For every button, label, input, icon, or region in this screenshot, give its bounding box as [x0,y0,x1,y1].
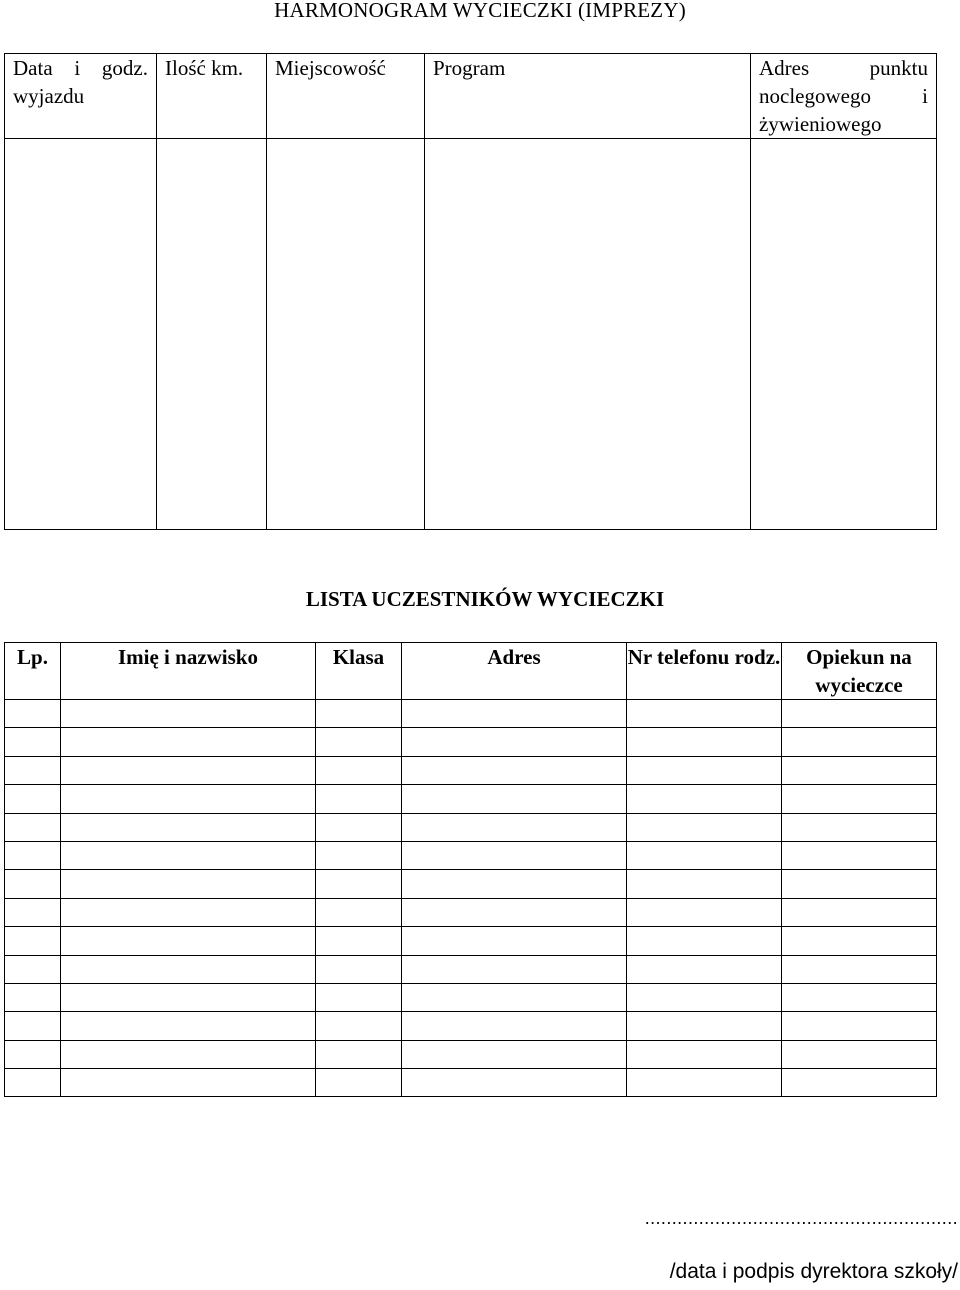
participant-cell-lp[interactable] [5,983,61,1011]
participant-cell-guardian[interactable] [782,955,937,983]
participant-cell-address[interactable] [402,1012,627,1040]
participant-cell-phone[interactable] [627,955,782,983]
participant-cell-name[interactable] [61,700,316,728]
participant-cell-address[interactable] [402,1040,627,1068]
column-header-departure: Data i godz. wyjazdu [5,54,157,139]
participant-cell-address[interactable] [402,841,627,869]
participant-cell-lp[interactable] [5,841,61,869]
schedule-entry-row [5,139,937,530]
participant-cell-phone[interactable] [627,785,782,813]
schedule-cell-accommodation[interactable] [751,139,937,530]
participant-cell-phone[interactable] [627,1069,782,1097]
table-row [5,1069,937,1097]
column-header-accommodation: Adres punktu noclegowego i żywieniowego [751,54,937,139]
participant-cell-guardian[interactable] [782,898,937,926]
participant-cell-name[interactable] [61,983,316,1011]
participant-cell-class[interactable] [316,1069,402,1097]
participant-cell-name[interactable] [61,1069,316,1097]
participant-cell-class[interactable] [316,813,402,841]
participant-cell-address[interactable] [402,955,627,983]
table-row [5,870,937,898]
table-row [5,700,937,728]
table-row [5,813,937,841]
column-header-km: Ilość km. [157,54,267,139]
participant-cell-guardian[interactable] [782,870,937,898]
participant-cell-class[interactable] [316,700,402,728]
schedule-cell-km[interactable] [157,139,267,530]
participant-cell-class[interactable] [316,1040,402,1068]
table-row [5,1012,937,1040]
participant-cell-phone[interactable] [627,927,782,955]
participant-cell-phone[interactable] [627,700,782,728]
participant-cell-class[interactable] [316,870,402,898]
participant-cell-class[interactable] [316,785,402,813]
schedule-title: HARMONOGRAM WYCIECZKI (IMPREZY) [274,0,686,22]
participant-cell-name[interactable] [61,841,316,869]
participant-cell-guardian[interactable] [782,1040,937,1068]
participant-cell-class[interactable] [316,756,402,784]
participant-cell-address[interactable] [402,813,627,841]
participant-cell-lp[interactable] [5,813,61,841]
column-header-program: Program [425,54,751,139]
table-row [5,785,937,813]
participant-cell-guardian[interactable] [782,1012,937,1040]
column-header-class: Klasa [316,643,402,700]
participant-cell-phone[interactable] [627,756,782,784]
column-header-lp: Lp. [5,643,61,700]
participant-cell-name[interactable] [61,927,316,955]
table-row [5,898,937,926]
participant-cell-address[interactable] [402,870,627,898]
schedule-table [4,53,937,530]
participant-cell-guardian[interactable] [782,983,937,1011]
signature-dotted-line: .......................................................... [644,1208,958,1228]
column-header-guardian: Opiekun na wycieczce [782,643,937,700]
participant-cell-lp[interactable] [5,700,61,728]
participant-cell-address[interactable] [402,700,627,728]
participant-cell-phone[interactable] [627,1040,782,1068]
participant-cell-guardian[interactable] [782,841,937,869]
participant-cell-phone[interactable] [627,983,782,1011]
table-row [5,955,937,983]
participant-cell-phone[interactable] [627,813,782,841]
participant-cell-name[interactable] [61,728,316,756]
participant-cell-lp[interactable] [5,728,61,756]
table-row [5,841,937,869]
participant-cell-name[interactable] [61,1040,316,1068]
participant-cell-address[interactable] [402,785,627,813]
participant-cell-address[interactable] [402,927,627,955]
participant-cell-lp[interactable] [5,898,61,926]
participant-cell-guardian[interactable] [782,756,937,784]
participant-cell-phone[interactable] [627,1012,782,1040]
table-row [5,927,937,955]
participant-cell-address[interactable] [402,1069,627,1097]
participant-cell-address[interactable] [402,898,627,926]
participant-cell-guardian[interactable] [782,785,937,813]
schedule-cell-location[interactable] [267,139,425,530]
schedule-cell-program[interactable] [425,139,751,530]
participant-cell-phone[interactable] [627,870,782,898]
participant-cell-lp[interactable] [5,927,61,955]
participant-cell-name[interactable] [61,756,316,784]
column-header-name: Imię i nazwisko [61,643,316,700]
participant-cell-name[interactable] [61,813,316,841]
participant-cell-lp[interactable] [5,955,61,983]
participant-cell-address[interactable] [402,756,627,784]
participant-cell-class[interactable] [316,1012,402,1040]
participant-cell-class[interactable] [316,728,402,756]
participant-cell-guardian[interactable] [782,700,937,728]
participant-cell-class[interactable] [316,898,402,926]
participant-cell-guardian[interactable] [782,927,937,955]
participants-table [4,642,937,1097]
table-row [5,728,937,756]
participant-cell-class[interactable] [316,983,402,1011]
participant-cell-lp[interactable] [5,1040,61,1068]
participant-cell-lp[interactable] [5,1069,61,1097]
participant-cell-guardian[interactable] [782,728,937,756]
participant-cell-guardian[interactable] [782,813,937,841]
participant-cell-lp[interactable] [5,1012,61,1040]
participant-cell-class[interactable] [316,841,402,869]
participant-cell-lp[interactable] [5,785,61,813]
participant-cell-phone[interactable] [627,898,782,926]
participant-cell-name[interactable] [61,955,316,983]
table-row [5,1040,937,1068]
participant-cell-class[interactable] [316,955,402,983]
signature-label: /data i podpis dyrektora szkoły/ [669,1260,958,1283]
table-row [5,756,937,784]
participants-header-row [5,643,937,700]
column-header-address: Adres [402,643,627,700]
participant-cell-address[interactable] [402,983,627,1011]
participant-cell-name[interactable] [61,898,316,926]
participant-cell-phone[interactable] [627,841,782,869]
participant-cell-class[interactable] [316,927,402,955]
participant-cell-name[interactable] [61,1012,316,1040]
participant-cell-address[interactable] [402,728,627,756]
schedule-cell-departure[interactable] [5,139,157,530]
participant-cell-name[interactable] [61,785,316,813]
participants-title: LISTA UCZESTNIKÓW WYCIECZKI [305,587,665,611]
column-header-location: Miejscowość [267,54,425,139]
schedule-header-row [5,54,937,139]
participant-cell-lp[interactable] [5,756,61,784]
participant-cell-lp[interactable] [5,870,61,898]
participant-cell-phone[interactable] [627,728,782,756]
participant-cell-name[interactable] [61,870,316,898]
column-header-phone: Nr telefonu rodz. [627,643,782,700]
participant-cell-guardian[interactable] [782,1069,937,1097]
table-row [5,983,937,1011]
